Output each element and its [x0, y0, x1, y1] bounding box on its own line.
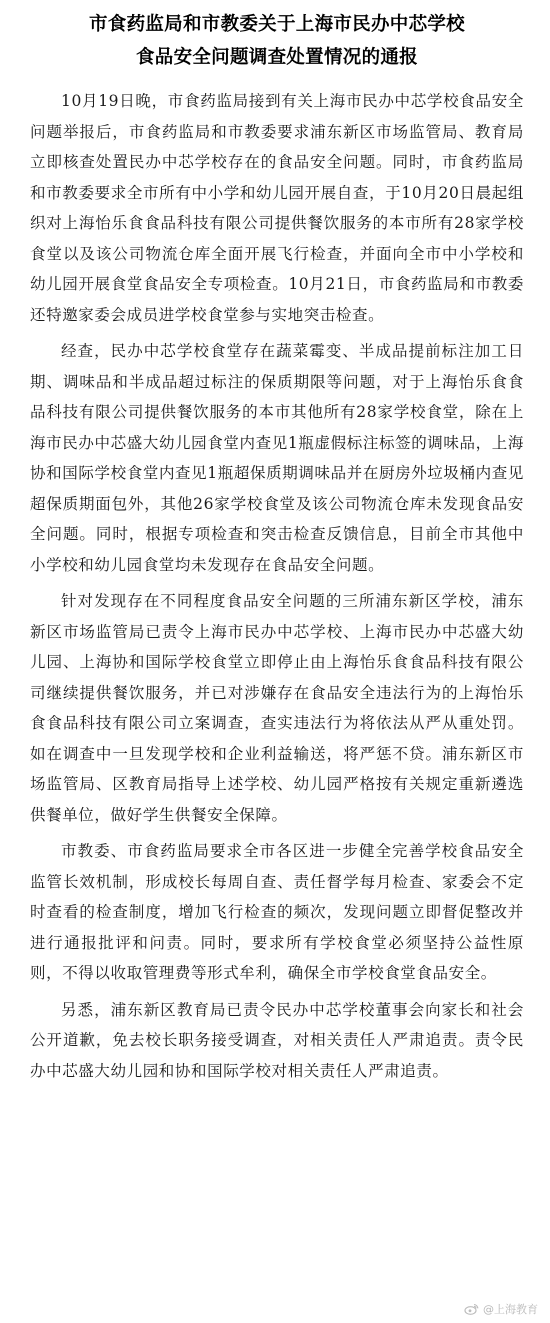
paragraph-3: 针对发现存在不同程度食品安全问题的三所浦东新区学校，浦东新区市场监管局已责令上海市民办中芯学校、上海市民办中芯盛大幼儿园、上海协和国际学校食堂立即停止由上海怡乐食食品科技有限公司继续提供餐饮服务，并已对涉嫌存在食品安全违法行为的上海怡乐食食品科技有限公司立案调查，查实违法行为将依法从严从重处罚。如在调查中一旦发现学校和企业利益输送，将严惩不贷。浦东新区市场监管局、区教育局指导上述学校、幼儿园严格按有关规定重新遴选供餐单位，做好学生供餐安全保障。 [30, 592, 524, 824]
weibo-watermark [464, 1301, 538, 1317]
title-line-1: 市食药监局和市教委关于上海市民办中芯学校 [88, 14, 465, 35]
paragraph-2: 经查，民办中芯学校食堂存在蔬菜霉变、半成品提前标注加工日期、调味品和半成品超过标注的保质期限等问题，对于上海怡乐食食品科技有限公司提供餐饮服务的本市其他所有28家学校食堂，除在上海市民办中芯盛大幼儿园食堂内查见1瓶虚假标注标签的调味品，上海协和国际学校食堂内查见1瓶超保质期调味品并在厨房外垃圾桶内查见超保质期面包外，其他26家学校食堂及该公司物流仓库未发现食品安全问题。同时，根据专项检查和突击检查反馈信息，目前全市其他中小学校和幼儿园食堂均未发现存在食品安全问题。 [30, 342, 524, 574]
paragraph-4: 市教委、市食药监局要求全市各区进一步健全完善学校食品安全监管长效机制，形成校长每周自查、责任督学每月检查、家委会不定时查看的检查制度，增加飞行检查的频次，发现问题立即督促整改并进行通报批评和问责。同时，要求所有学校食堂必须坚持公益性原则，不得以收取管理费等形式牟利，确保全市学校食堂食品安全。 [30, 842, 524, 982]
weibo-icon [464, 1303, 479, 1315]
document-title [30, 8, 524, 74]
document-body [30, 86, 524, 1086]
watermark-text: @上海教育 [483, 1303, 538, 1316]
paragraph-1: 10月19日晚，市食药监局接到有关上海市民办中芯学校食品安全问题举报后，市食药监局和市教委要求浦东新区市场监管局、教育局立即核查处置民办中芯学校存在的食品安全问题。同时，市食药监局和市教委要求全市所有中小学和幼儿园开展自查，于10月20日晨起组织对上海怡乐食食品科技有限公司提供餐饮服务的本市所有28家学校食堂以及该公司物流仓库全面开展飞行检查，并面向全市中小学校和幼儿园开展食堂食品安全专项检查。10月21日，市食药监局和市教委还特邀家委会成员进学校食堂参与实地突击检查。 [30, 92, 524, 324]
title-line-2: 食品安全问题调查处置情况的通报 [135, 47, 418, 68]
paragraph-5: 另悉，浦东新区教育局已责令民办中芯学校董事会向家长和社会公开道歉，免去校长职务接受调查，对相关责任人严肃追责。责令民办中芯盛大幼儿园和协和国际学校对相关责任人严肃追责。 [30, 1000, 524, 1080]
